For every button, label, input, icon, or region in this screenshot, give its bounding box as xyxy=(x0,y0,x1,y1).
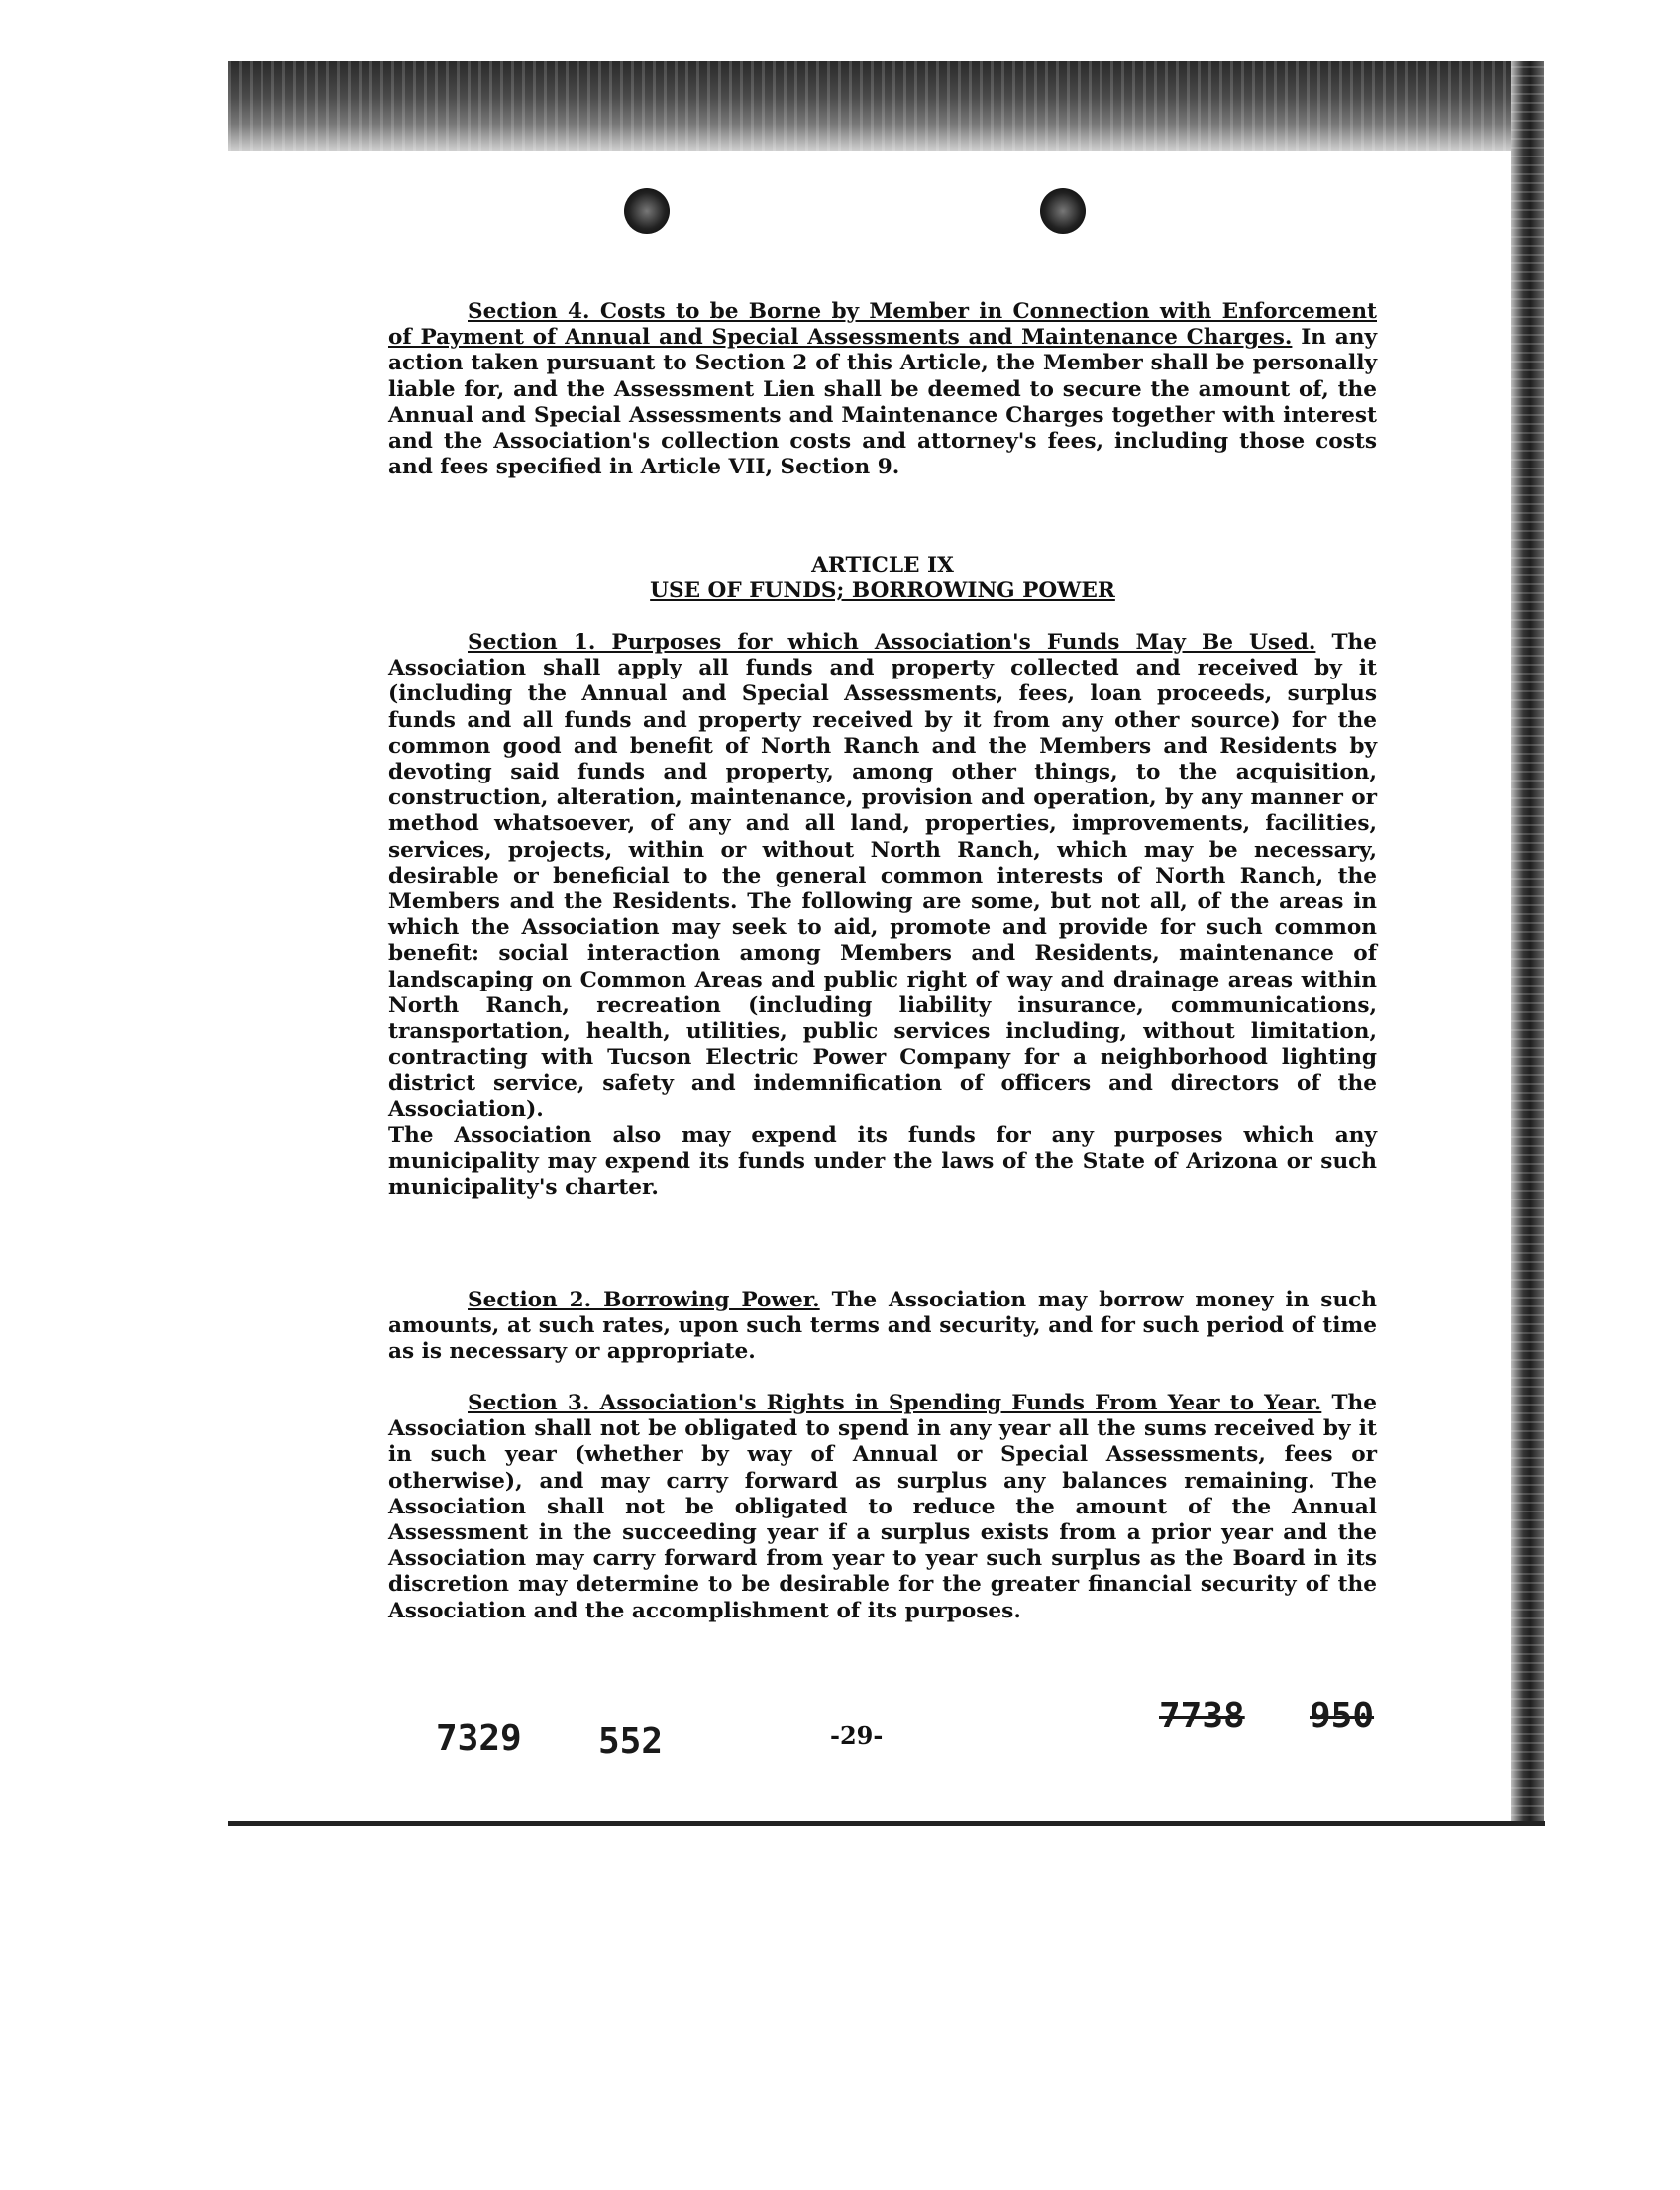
section-1-body: The Association shall apply all funds and property collected and received by it (including the Annual and Special Assessments, fees, loan proceeds, surplus funds and all funds and property received by it from any other source) for the common good and benefit of North Ranch and the Members and Residents by devoting said funds and property, among other things, to the acquisition, construction, alteration, maintenance, provision and operation, by any manner or method whatsoever, of any and all land, properties, improvements, facilities, services, projects, within or without North Ranch, which may be necessary, desirable or beneficial to the general common interests of North Ranch, the Members and the Residents. The following are some, but not all, of the areas in which the Association may seek to aid, promote and provide for such common benefit: social interaction among Members and Residents, maintenance of landscaping on Common Areas and public right of way and drainage areas within North Ranch, recreation (including liability insurance, communications, transportation, health, utilities, public services including, without limitation, contracting with Tucson Electric Power Company for a neighborhood lighting district service, safety and indemnification of officers and directors of the Association). xyxy=(388,630,1377,1122)
section-1-heading: Section 1. Purposes for which Association's Funds May Be Used. xyxy=(468,630,1316,655)
section-3 xyxy=(388,1391,1377,1624)
punch-hole-left-icon xyxy=(624,188,670,234)
section-4 xyxy=(388,299,1377,480)
scan-border-right xyxy=(1511,61,1544,1825)
section-2-heading: Section 2. Borrowing Power. xyxy=(468,1288,820,1312)
scan-border-top xyxy=(228,61,1516,151)
section-3-heading: Section 3. Association's Rights in Spending Funds From Year to Year. xyxy=(468,1391,1322,1415)
article-title: USE OF FUNDS; BORROWING POWER xyxy=(650,578,1115,603)
section-4-body: In any action taken pursuant to Section 2 of this Article, the Member shall be personally liable for, and the Assessment Lien shall be deemed to secure the amount of, the Annual and Special Assessments and Maintenance Charges together with interest and the Association's collection costs and attorney's fees, including those costs and fees specified in Article VII, Section 9. xyxy=(388,325,1377,480)
page-number: -29- xyxy=(830,1721,884,1750)
section-1 xyxy=(388,630,1377,1200)
scan-border-bottom xyxy=(228,1821,1545,1826)
section-2-body: The Association may borrow money in such amounts, at such rates, upon such terms and security, and for such period of time as is necessary or appropriate. xyxy=(388,1288,1377,1365)
section-1-body-2: The Association also may expend its funds for any purposes which any municipality may expend its funds under the laws of the State of Arizona or such municipality's charter. xyxy=(388,1122,1377,1200)
section-4-heading: Section 4. Costs to be Borne by Member in Connection with Enforcement of Payment of Annual and Special Assessments and Maintenance Charges. xyxy=(388,299,1377,351)
old-book-number: 7738 xyxy=(1159,1696,1245,1736)
recording-page-number: 552 xyxy=(598,1721,664,1762)
old-page-number: 950 xyxy=(1310,1696,1375,1736)
section-3-body: The Association shall not be obligated to spend in any year all the sums received by it in such year (whether by way of Annual or Special Assessments, fees or otherwise), and may carry forward as surplus any balances remaining. The Association shall not be obligated to reduce the amount of the Annual Assessment in the succeeding year if a surplus exists from a prior year and the Association may carry forward from year to year such surplus as the Board in its discretion may determine to be desirable for the greater financial security of the Association and the accomplishment of its purposes. xyxy=(388,1391,1377,1623)
punch-hole-right-icon xyxy=(1040,188,1086,234)
section-2 xyxy=(388,1288,1377,1366)
article-number: ARTICLE IX xyxy=(811,553,954,577)
recording-book-number: 7329 xyxy=(436,1719,522,1759)
